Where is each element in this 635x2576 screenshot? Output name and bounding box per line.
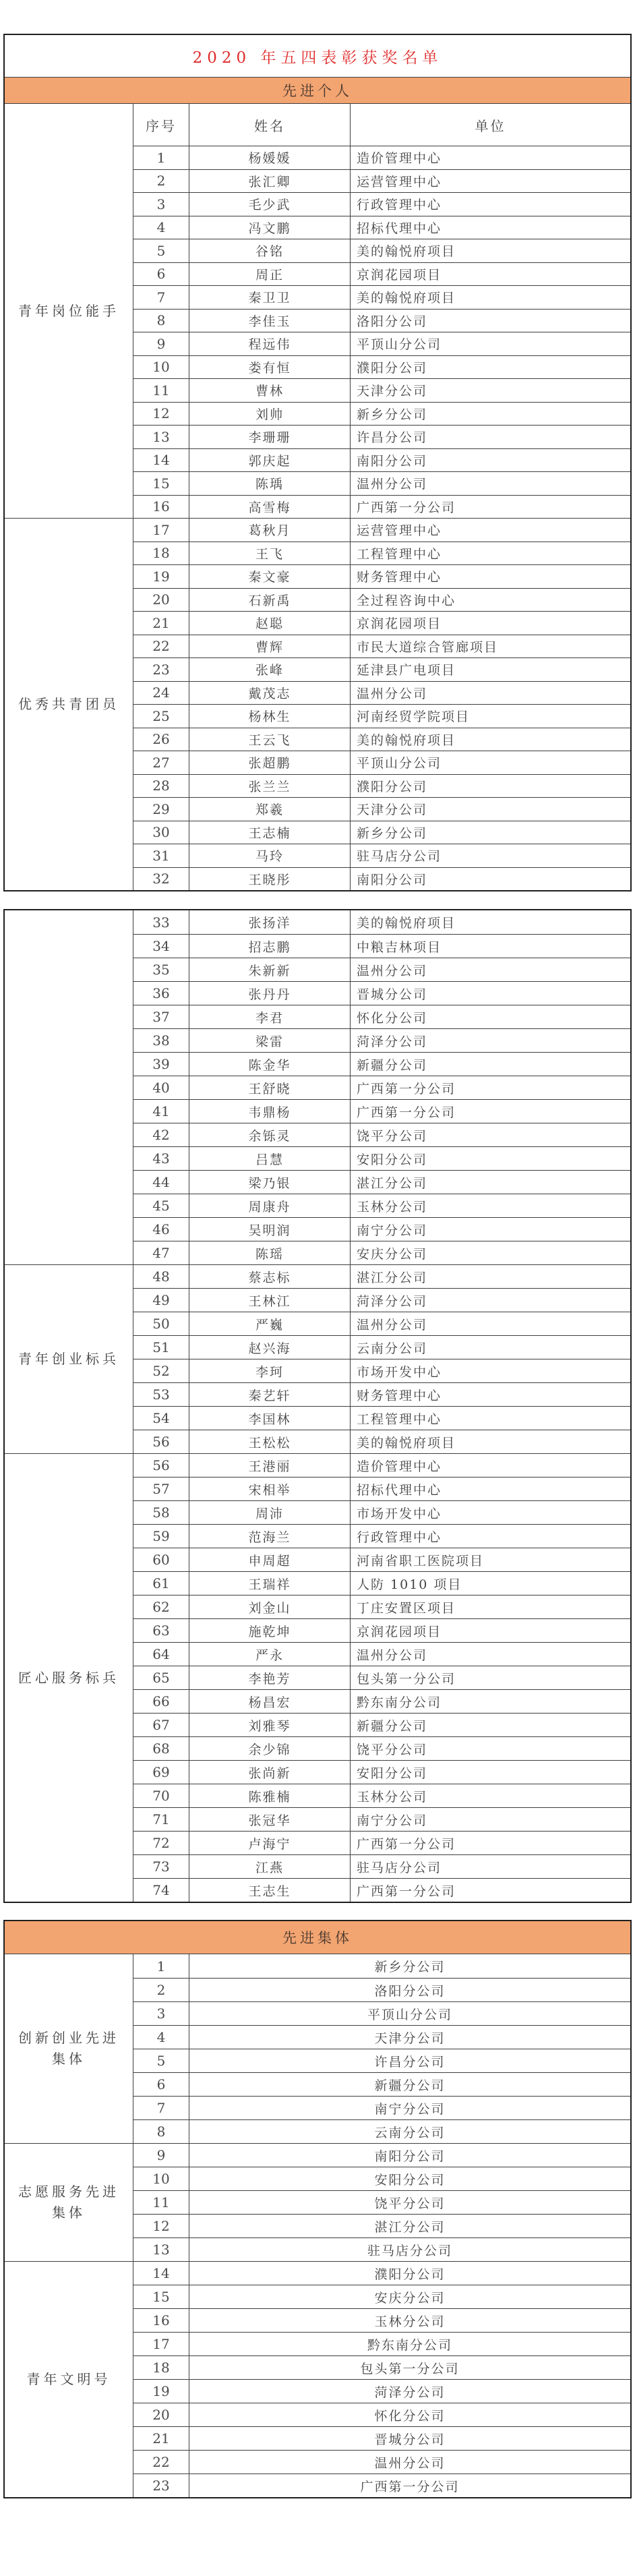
row-index-cell: 5	[133, 2049, 189, 2072]
row-index-cell: 18	[133, 541, 189, 565]
row-unit-cell: 菏泽分公司	[350, 1028, 630, 1052]
header-unit: 单位	[350, 104, 630, 146]
row-index-cell: 13	[133, 2237, 189, 2261]
row-name-cell: 程远伟	[189, 332, 350, 355]
row-index-cell: 49	[133, 1288, 189, 1312]
row-name-cell: 严永	[189, 1642, 350, 1666]
row-index-cell: 52	[133, 1359, 189, 1382]
row-unit-cell: 洛阳分公司	[189, 1978, 630, 2001]
row-name-cell: 王港丽	[189, 1453, 350, 1477]
row-name-cell: 韦鼎杨	[189, 1099, 350, 1123]
row-unit-cell: 许昌分公司	[189, 2049, 630, 2072]
row-unit-cell: 饶平分公司	[350, 1736, 630, 1760]
row-index-cell: 10	[133, 355, 189, 379]
row-unit-cell: 平顶山分公司	[350, 751, 630, 774]
row-unit-cell: 京润花园项目	[350, 1618, 630, 1642]
individual-awards-table-part1	[3, 34, 632, 891]
row-index-cell: 74	[133, 1878, 189, 1902]
row-index-cell: 30	[133, 821, 189, 844]
row-index-cell: 19	[133, 564, 189, 588]
row-name-cell: 宋相举	[189, 1477, 350, 1500]
row-index-cell: 12	[133, 402, 189, 426]
row-name-cell: 王志生	[189, 1878, 350, 1902]
category-cell: 匠心服务标兵	[5, 1453, 133, 1902]
row-index-cell: 67	[133, 1713, 189, 1736]
row-index-cell: 21	[133, 2426, 189, 2450]
row-index-cell: 71	[133, 1807, 189, 1831]
row-unit-cell: 市场开发中心	[350, 1500, 630, 1524]
row-name-cell: 陈瑶	[189, 1241, 350, 1264]
row-index-cell: 51	[133, 1335, 189, 1359]
category-cell: 志愿服务先进集体	[5, 2143, 133, 2261]
row-unit-cell: 安庆分公司	[189, 2285, 630, 2308]
row-name-cell: 赵聪	[189, 611, 350, 635]
row-unit-cell: 运营管理中心	[350, 518, 630, 541]
row-unit-cell: 河南省职工医院项目	[350, 1548, 630, 1571]
row-unit-cell: 南阳分公司	[350, 867, 630, 891]
row-unit-cell: 新疆分公司	[350, 1052, 630, 1076]
row-unit-cell: 京润花园项目	[350, 611, 630, 635]
row-name-cell: 郑羲	[189, 797, 350, 821]
row-name-cell: 王松松	[189, 1430, 350, 1453]
row-unit-cell: 市民大道综合管廊项目	[350, 635, 630, 658]
row-unit-cell: 广西第一分公司	[350, 1099, 630, 1123]
row-index-cell: 6	[133, 2072, 189, 2096]
row-index-cell: 14	[133, 2261, 189, 2285]
row-index-cell: 4	[133, 2025, 189, 2049]
row-index-cell: 34	[133, 934, 189, 958]
row-name-cell: 陈瑀	[189, 471, 350, 495]
row-name-cell: 吕慧	[189, 1146, 350, 1170]
row-index-cell: 17	[133, 518, 189, 541]
row-index-cell: 47	[133, 1241, 189, 1264]
row-unit-cell: 驻马店分公司	[350, 1854, 630, 1878]
row-name-cell: 李艳芳	[189, 1666, 350, 1689]
row-index-cell: 29	[133, 797, 189, 821]
row-index-cell: 15	[133, 2285, 189, 2308]
row-index-cell: 42	[133, 1123, 189, 1146]
row-unit-cell: 云南分公司	[189, 2119, 630, 2143]
row-index-cell: 46	[133, 1217, 189, 1241]
category-cell: 青年文明号	[5, 2261, 133, 2497]
row-unit-cell: 天津分公司	[350, 797, 630, 821]
collective-roster-grid	[5, 1954, 630, 2497]
row-unit-cell: 全过程咨询中心	[350, 588, 630, 612]
row-unit-cell: 美的翰悦府项目	[350, 239, 630, 262]
header-name: 姓名	[189, 104, 350, 146]
category-cell: 青年岗位能手	[18, 302, 119, 319]
row-name-cell: 张峰	[189, 657, 350, 681]
row-index-cell: 43	[133, 1146, 189, 1170]
row-unit-cell: 新乡分公司	[189, 1954, 630, 1978]
row-unit-cell: 晋城分公司	[189, 2426, 630, 2450]
row-index-cell: 32	[133, 867, 189, 891]
row-name-cell: 陈金华	[189, 1052, 350, 1076]
row-index-cell: 50	[133, 1312, 189, 1335]
row-unit-cell: 包头第一分公司	[189, 2355, 630, 2379]
row-name-cell: 招志鹏	[189, 934, 350, 958]
row-name-cell: 曹林	[189, 378, 350, 402]
row-name-cell: 李君	[189, 1005, 350, 1028]
row-index-cell: 4	[133, 216, 189, 239]
row-unit-cell: 招标代理中心	[350, 1477, 630, 1500]
row-index-cell: 12	[133, 2214, 189, 2237]
row-unit-cell: 美的翰悦府项目	[350, 728, 630, 751]
row-index-cell: 21	[133, 611, 189, 635]
row-index-cell: 56	[133, 1430, 189, 1453]
row-unit-cell: 财务管理中心	[350, 564, 630, 588]
row-index-cell: 11	[133, 2190, 189, 2214]
row-index-cell: 22	[133, 635, 189, 658]
row-name-cell: 葛秋月	[189, 518, 350, 541]
row-name-cell: 周康舟	[189, 1194, 350, 1217]
row-index-cell: 61	[133, 1571, 189, 1595]
row-unit-cell: 招标代理中心	[350, 216, 630, 239]
row-unit-cell: 菏泽分公司	[350, 1288, 630, 1312]
row-unit-cell: 包头第一分公司	[350, 1666, 630, 1689]
row-unit-cell: 平顶山分公司	[350, 332, 630, 355]
row-index-cell: 18	[133, 2355, 189, 2379]
row-index-cell: 26	[133, 728, 189, 751]
row-name-cell: 赵兴海	[189, 1335, 350, 1359]
row-name-cell: 秦艺轩	[189, 1382, 350, 1406]
row-name-cell: 王瑞祥	[189, 1571, 350, 1595]
row-unit-cell: 黔东南分公司	[350, 1689, 630, 1713]
category-cell	[5, 910, 133, 1264]
row-unit-cell: 工程管理中心	[350, 541, 630, 565]
row-name-cell: 梁雷	[189, 1028, 350, 1052]
individual-roster-grid-1	[5, 104, 630, 890]
row-unit-cell: 丁庄安置区项目	[350, 1595, 630, 1618]
row-index-cell: 64	[133, 1642, 189, 1666]
row-index-cell: 72	[133, 1831, 189, 1854]
row-index-cell: 53	[133, 1382, 189, 1406]
row-name-cell: 张冠华	[189, 1807, 350, 1831]
collective-awards-table	[3, 1920, 632, 2498]
row-index-cell: 56	[133, 1453, 189, 1477]
row-name-cell: 马玲	[189, 844, 350, 867]
row-name-cell: 蔡志标	[189, 1264, 350, 1288]
row-name-cell: 娄有恒	[189, 355, 350, 379]
row-index-cell: 20	[133, 2403, 189, 2426]
row-unit-cell: 延津县广电项目	[350, 657, 630, 681]
row-name-cell: 李珂	[189, 1359, 350, 1382]
row-index-cell: 65	[133, 1666, 189, 1689]
row-name-cell: 朱新新	[189, 958, 350, 981]
row-name-cell: 吴明润	[189, 1217, 350, 1241]
row-unit-cell: 广西第一分公司	[350, 1076, 630, 1099]
row-unit-cell: 湛江分公司	[350, 1170, 630, 1194]
row-unit-cell: 饶平分公司	[350, 1123, 630, 1146]
row-name-cell: 卢海宁	[189, 1831, 350, 1854]
row-index-cell: 25	[133, 704, 189, 728]
row-index-cell: 22	[133, 2450, 189, 2473]
row-unit-cell: 运营管理中心	[350, 169, 630, 193]
row-unit-cell: 美的翰悦府项目	[350, 910, 630, 934]
row-index-cell: 8	[133, 2119, 189, 2143]
row-unit-cell: 温州分公司	[350, 681, 630, 705]
header-index: 序号	[133, 104, 189, 146]
row-name-cell: 江燕	[189, 1854, 350, 1878]
row-unit-cell: 行政管理中心	[350, 1524, 630, 1548]
row-index-cell: 39	[133, 1052, 189, 1076]
row-unit-cell: 云南分公司	[350, 1335, 630, 1359]
row-name-cell: 曹辉	[189, 635, 350, 658]
row-name-cell: 张汇卿	[189, 169, 350, 193]
row-unit-cell: 平顶山分公司	[189, 2001, 630, 2025]
row-unit-cell: 菏泽分公司	[189, 2379, 630, 2403]
row-unit-cell: 美的翰悦府项目	[350, 285, 630, 309]
row-name-cell: 戴茂志	[189, 681, 350, 705]
row-index-cell: 3	[133, 192, 189, 216]
row-unit-cell: 饶平分公司	[189, 2190, 630, 2214]
row-index-cell: 1	[133, 1954, 189, 1978]
row-unit-cell: 濮阳分公司	[350, 355, 630, 379]
row-name-cell: 李佳玉	[189, 309, 350, 332]
row-unit-cell: 玉林分公司	[350, 1784, 630, 1807]
row-index-cell: 9	[133, 2143, 189, 2167]
row-index-cell: 44	[133, 1170, 189, 1194]
individual-roster-grid-2	[5, 910, 630, 1902]
category-cell: 青年创业标兵	[5, 1264, 133, 1453]
row-index-cell: 28	[133, 774, 189, 798]
row-name-cell: 王云飞	[189, 728, 350, 751]
row-unit-cell: 广西第一分公司	[350, 1831, 630, 1854]
row-index-cell: 9	[133, 332, 189, 355]
row-unit-cell: 濮阳分公司	[350, 774, 630, 798]
row-unit-cell: 南宁分公司	[350, 1807, 630, 1831]
row-name-cell: 王晓彤	[189, 867, 350, 891]
row-index-cell: 5	[133, 239, 189, 262]
category-cell: 优秀共青团员	[5, 518, 133, 890]
row-unit-cell: 京润花园项目	[350, 262, 630, 286]
row-unit-cell: 驻马店分公司	[189, 2237, 630, 2261]
row-index-cell: 66	[133, 1689, 189, 1713]
row-index-cell: 19	[133, 2379, 189, 2403]
row-index-cell: 48	[133, 1264, 189, 1288]
row-unit-cell: 南宁分公司	[189, 2096, 630, 2119]
row-name-cell: 余少锦	[189, 1736, 350, 1760]
row-index-cell: 24	[133, 681, 189, 705]
row-unit-cell: 工程管理中心	[350, 1406, 630, 1430]
row-index-cell: 11	[133, 378, 189, 402]
row-index-cell: 13	[133, 425, 189, 448]
row-name-cell: 申周超	[189, 1548, 350, 1571]
row-name-cell: 王舒晓	[189, 1076, 350, 1099]
row-index-cell: 16	[133, 2308, 189, 2332]
row-name-cell: 陈雅楠	[189, 1784, 350, 1807]
row-name-cell: 王飞	[189, 541, 350, 565]
row-unit-cell: 濮阳分公司	[189, 2261, 630, 2285]
row-name-cell: 谷铭	[189, 239, 350, 262]
row-unit-cell: 温州分公司	[189, 2450, 630, 2473]
row-index-cell: 62	[133, 1595, 189, 1618]
row-unit-cell: 广西第一分公司	[350, 495, 630, 519]
row-index-cell: 2	[133, 169, 189, 193]
row-unit-cell: 广西第一分公司	[350, 1878, 630, 1902]
row-index-cell: 33	[133, 910, 189, 934]
row-unit-cell: 广西第一分公司	[189, 2473, 630, 2497]
row-index-cell: 14	[133, 448, 189, 472]
row-name-cell: 张兰兰	[189, 774, 350, 798]
row-unit-cell: 温州分公司	[350, 958, 630, 981]
row-index-cell: 41	[133, 1099, 189, 1123]
row-unit-cell: 怀化分公司	[189, 2403, 630, 2426]
row-index-cell: 73	[133, 1854, 189, 1878]
row-name-cell: 张扬洋	[189, 910, 350, 934]
row-unit-cell: 驻马店分公司	[350, 844, 630, 867]
row-name-cell: 秦文豪	[189, 564, 350, 588]
row-index-cell: 1	[133, 146, 189, 169]
row-name-cell: 梁乃银	[189, 1170, 350, 1194]
row-index-cell: 6	[133, 262, 189, 286]
row-unit-cell: 洛阳分公司	[350, 309, 630, 332]
row-name-cell: 王林江	[189, 1288, 350, 1312]
row-index-cell: 38	[133, 1028, 189, 1052]
row-unit-cell: 玉林分公司	[189, 2308, 630, 2332]
row-index-cell: 40	[133, 1076, 189, 1099]
row-unit-cell: 新乡分公司	[350, 821, 630, 844]
document-title: 2020 年五四表彰获奖名单	[5, 35, 630, 78]
row-unit-cell: 财务管理中心	[350, 1382, 630, 1406]
row-index-cell: 17	[133, 2332, 189, 2355]
row-index-cell: 23	[133, 2473, 189, 2497]
row-unit-cell: 安阳分公司	[350, 1760, 630, 1784]
row-unit-cell: 南阳分公司	[189, 2143, 630, 2167]
row-unit-cell: 行政管理中心	[350, 192, 630, 216]
row-name-cell: 刘帅	[189, 402, 350, 426]
row-unit-cell: 温州分公司	[350, 1312, 630, 1335]
row-unit-cell: 安阳分公司	[189, 2167, 630, 2190]
category-cell: 创新创业先进集体	[18, 2030, 119, 2067]
row-unit-cell: 新疆分公司	[189, 2072, 630, 2096]
row-index-cell: 45	[133, 1194, 189, 1217]
row-name-cell: 石新禹	[189, 588, 350, 612]
row-unit-cell: 安阳分公司	[350, 1146, 630, 1170]
row-index-cell: 69	[133, 1760, 189, 1784]
row-unit-cell: 新疆分公司	[350, 1713, 630, 1736]
row-name-cell: 张尚新	[189, 1760, 350, 1784]
row-unit-cell: 玉林分公司	[350, 1194, 630, 1217]
row-unit-cell: 安庆分公司	[350, 1241, 630, 1264]
row-unit-cell: 怀化分公司	[350, 1005, 630, 1028]
row-name-cell: 杨昌宏	[189, 1689, 350, 1713]
section-banner-individual: 先进个人	[5, 78, 630, 104]
row-name-cell: 冯文鹏	[189, 216, 350, 239]
row-name-cell: 周沛	[189, 1500, 350, 1524]
row-unit-cell: 河南经贸学院项目	[350, 704, 630, 728]
row-unit-cell: 造价管理中心	[350, 1453, 630, 1477]
row-name-cell: 范海兰	[189, 1524, 350, 1548]
document-page	[3, 0, 632, 2498]
row-unit-cell: 造价管理中心	[350, 146, 630, 169]
row-name-cell: 张超鹏	[189, 751, 350, 774]
row-name-cell: 王志楠	[189, 821, 350, 844]
row-name-cell: 周正	[189, 262, 350, 286]
row-index-cell: 8	[133, 309, 189, 332]
row-index-cell: 63	[133, 1618, 189, 1642]
row-unit-cell: 温州分公司	[350, 471, 630, 495]
row-index-cell: 36	[133, 981, 189, 1005]
row-name-cell: 郭庆起	[189, 448, 350, 472]
row-name-cell: 李国林	[189, 1406, 350, 1430]
row-index-cell: 70	[133, 1784, 189, 1807]
row-index-cell: 20	[133, 588, 189, 612]
row-index-cell: 7	[133, 285, 189, 309]
row-index-cell: 68	[133, 1736, 189, 1760]
row-index-cell: 31	[133, 844, 189, 867]
section-banner-collective: 先进集体	[5, 1921, 630, 1954]
row-unit-cell: 美的翰悦府项目	[350, 1430, 630, 1453]
row-name-cell: 施乾坤	[189, 1618, 350, 1642]
row-name-cell: 秦卫卫	[189, 285, 350, 309]
row-name-cell: 刘金山	[189, 1595, 350, 1618]
row-index-cell: 37	[133, 1005, 189, 1028]
row-name-cell: 严巍	[189, 1312, 350, 1335]
row-unit-cell: 许昌分公司	[350, 425, 630, 448]
row-name-cell: 刘雅琴	[189, 1713, 350, 1736]
row-index-cell: 27	[133, 751, 189, 774]
individual-awards-table-part2	[3, 909, 632, 1903]
row-unit-cell: 新乡分公司	[350, 402, 630, 426]
row-name-cell: 余铄灵	[189, 1123, 350, 1146]
row-index-cell: 23	[133, 657, 189, 681]
row-unit-cell: 中粮吉林项目	[350, 934, 630, 958]
row-unit-cell: 天津分公司	[350, 378, 630, 402]
row-unit-cell: 温州分公司	[350, 1642, 630, 1666]
row-name-cell: 杨媛媛	[189, 146, 350, 169]
row-index-cell: 3	[133, 2001, 189, 2025]
row-name-cell: 杨林生	[189, 704, 350, 728]
row-unit-cell: 湛江分公司	[350, 1264, 630, 1288]
row-index-cell: 59	[133, 1524, 189, 1548]
row-unit-cell: 南阳分公司	[350, 448, 630, 472]
row-index-cell: 15	[133, 471, 189, 495]
row-unit-cell: 人防 1010 项目	[350, 1571, 630, 1595]
row-unit-cell: 天津分公司	[189, 2025, 630, 2049]
row-unit-cell: 晋城分公司	[350, 981, 630, 1005]
row-index-cell: 10	[133, 2167, 189, 2190]
row-index-cell: 54	[133, 1406, 189, 1430]
row-index-cell: 35	[133, 958, 189, 981]
row-index-cell: 57	[133, 1477, 189, 1500]
row-index-cell: 60	[133, 1548, 189, 1571]
row-unit-cell: 黔东南分公司	[189, 2332, 630, 2355]
row-name-cell: 高雪梅	[189, 495, 350, 519]
row-unit-cell: 市场开发中心	[350, 1359, 630, 1382]
row-unit-cell: 南宁分公司	[350, 1217, 630, 1241]
row-name-cell: 毛少武	[189, 192, 350, 216]
row-index-cell: 2	[133, 1978, 189, 2001]
row-unit-cell: 湛江分公司	[189, 2214, 630, 2237]
row-index-cell: 7	[133, 2096, 189, 2119]
row-name-cell: 张丹丹	[189, 981, 350, 1005]
row-index-cell: 58	[133, 1500, 189, 1524]
row-index-cell: 16	[133, 495, 189, 519]
row-name-cell: 李珊珊	[189, 425, 350, 448]
